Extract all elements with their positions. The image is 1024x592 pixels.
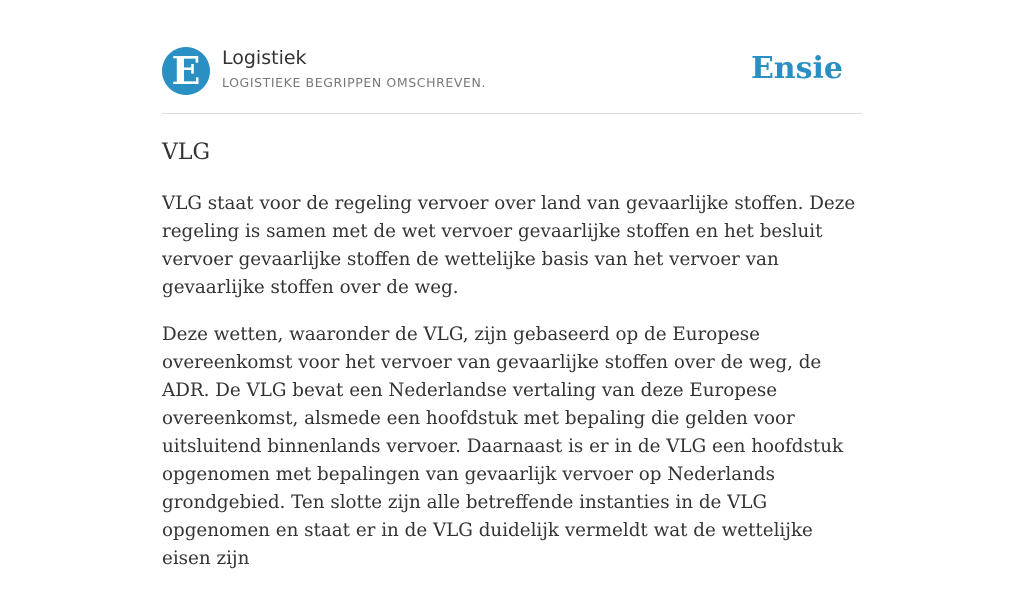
site-tagline: LOGISTIEKE BEGRIPPEN OMSCHREVEN. bbox=[222, 75, 487, 90]
article-paragraph: VLG staat voor de regeling vervoer over land van gevaarlijke stoffen. Deze regeling is samen met de wet vervoer gevaarlijke stoffen en het besluit vervoer gevaarlijke stoffen de wettelijke basis van het vervoer van gevaarlijke stoffen over de weg. bbox=[162, 193, 856, 298]
ensie-brand-link[interactable]: Ensie bbox=[750, 51, 843, 86]
page-title: VLG bbox=[162, 140, 211, 165]
site-title[interactable]: Logistiek bbox=[222, 47, 307, 69]
site-header bbox=[162, 0, 862, 114]
site-logo[interactable] bbox=[162, 47, 210, 95]
article-body bbox=[162, 190, 862, 592]
article-paragraph: Deze wetten, waaronder de VLG, zijn gebaseerd op de Europese overeenkomst voor het vervoer van gevaarlijke stoffen over de weg, de ADR. De VLG bevat een Nederlandse vertaling van deze Europese overeenkomst, alsmede een hoofdstuk met bepaling die gelden voor uitsluitend binnenlands vervoer. Daarnaast is er in de VLG een hoofdstuk opgenomen met bepalingen van gevaarlijk vervoer op Nederlands grondgebied. Ten slotte zijn alle betreffende instanties in de VLG opgenomen en staat er in de VLG duidelijk vermeldt wat de wettelijke eisen zijn bbox=[162, 324, 844, 569]
page-container bbox=[162, 0, 862, 569]
logo-letter: E bbox=[171, 48, 201, 93]
